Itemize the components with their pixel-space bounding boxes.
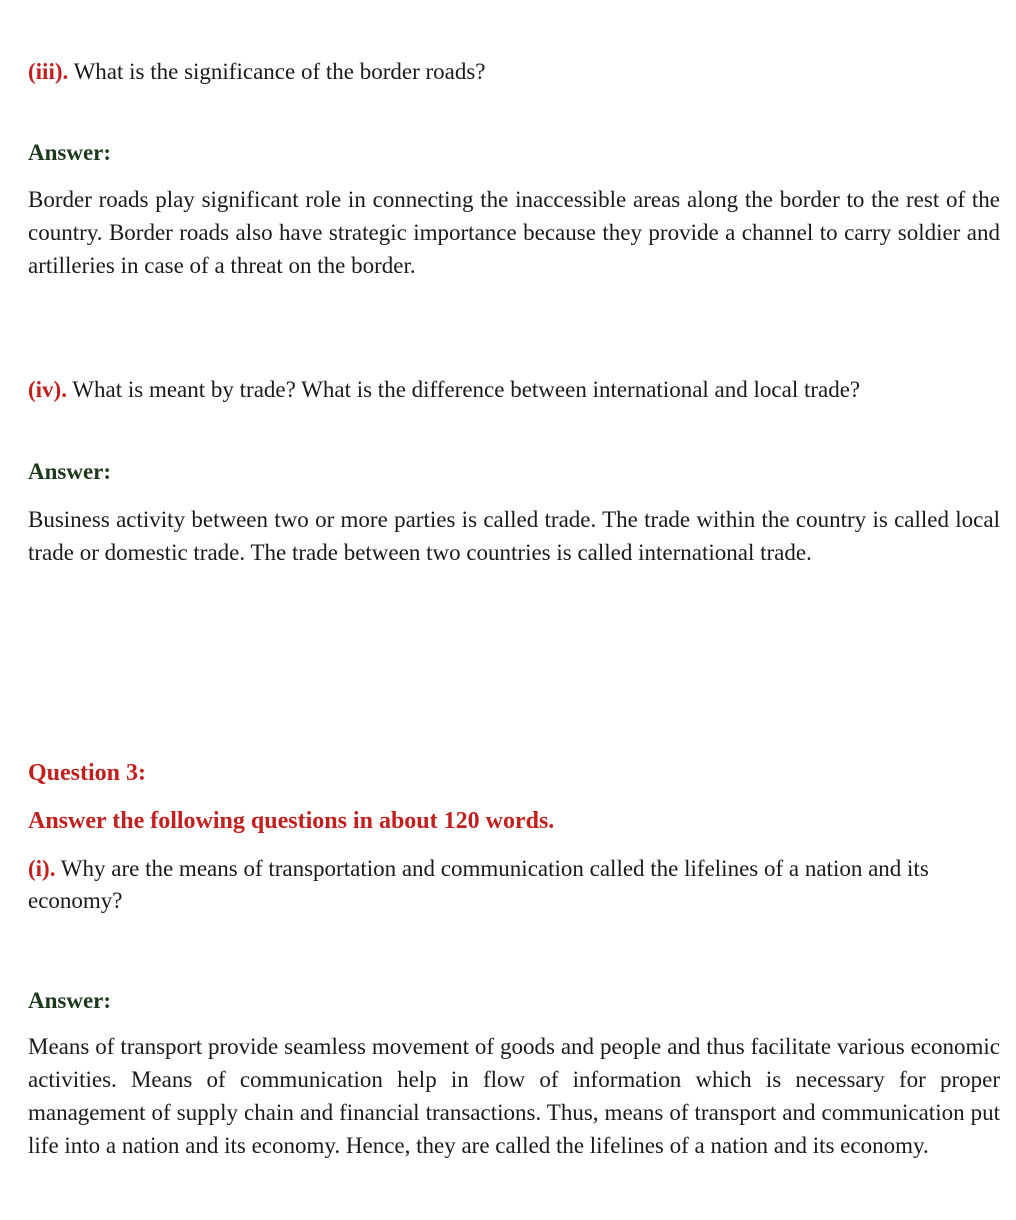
question-3-instruction: Answer the following questions in about 120 words. [28, 808, 555, 834]
question-number: (i). [28, 856, 56, 881]
answer-heading: Answer: [28, 988, 112, 1013]
answer-paragraph: Means of transport provide seamless movement of goods and people and thus facilitate various economic activities. Means of communication help in flow of information which is necessary for proper management of supply chain and financial transactions. Thus, means of transport and communication put life into a nation and its economy. Hence, they are called the lifelines of a nation and its economy. [28, 1034, 1000, 1158]
question-iv [28, 374, 1000, 406]
answer-paragraph: Business activity between two or more parties is called trade. The trade within the country is called local trade or domestic trade. The trade between two countries is called international trade. [28, 507, 1000, 565]
question-3-title: Question 3: [28, 760, 147, 786]
answer-paragraph: Border roads play significant role in connecting the inaccessible areas along the border to the rest of the country. Border roads also have strategic importance because they provide a channel to carry soldier and artilleries in case of a threat on the border. [28, 187, 1000, 278]
question-text: What is the significance of the border roads? [68, 59, 486, 84]
answer-heading: Answer: [28, 459, 112, 484]
answer-heading: Answer: [28, 140, 112, 165]
question-number: (iii). [28, 59, 69, 84]
question-number: (iv). [28, 377, 67, 402]
question-3-i [28, 853, 1000, 917]
question-text: What is meant by trade? What is the difference between international and local trade? [66, 377, 861, 402]
question-iii [28, 56, 1000, 88]
question-text: Why are the means of transportation and communication called the lifelines of a nation and its economy? [28, 856, 929, 913]
